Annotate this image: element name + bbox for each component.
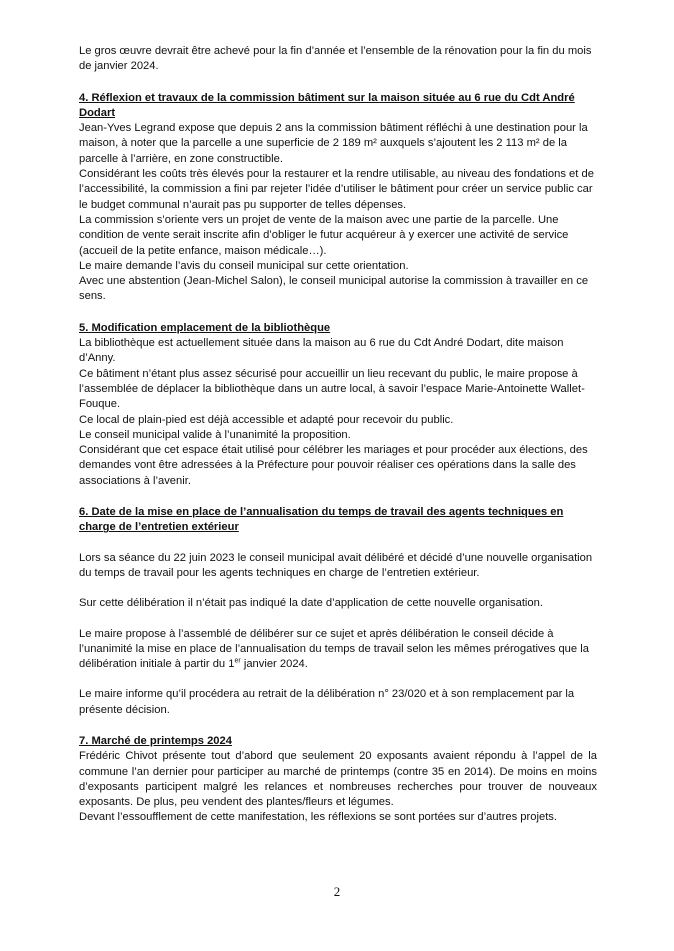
section-5-heading: 5. Modification emplacement de la bibliothèque bbox=[79, 321, 331, 334]
section-7-paragraph: Frédéric Chivot présente tout d’abord que seulement 20 exposants avaient répondu à l’appel de la commune l’an dernier pour participer au marché de printemps (contre 35 en 2014). De moins en moins d’exposants participent malgré les relances et nombreuses recherches pour trouver de nouveaux exposants. De plus, peu vendent des plantes/fleurs et légumes. bbox=[79, 750, 597, 809]
section-6-text: Le maire propose à l’assemblé de délibérer sur ce sujet et après délibération le conseil décide à l’unanimité la mise en place de l’annualisation du temps de travail selon les mêmes prérogatives que la délibération initiale à partir du 1 bbox=[79, 627, 589, 671]
section-7-paragraph: Devant l’essoufflement de cette manifestation, les réflexions se sont portées sur d’autres projets. bbox=[79, 811, 557, 824]
section-5-paragraph: Considérant que cet espace était utilisé pour célébrer les mariages et pour procéder aux élections, des demandes vont être adressées à la Préfecture pour pouvoir réaliser ces opérations dans la salle des associations à l’avenir. bbox=[79, 444, 588, 487]
section-6 bbox=[79, 505, 597, 718]
section-4 bbox=[79, 91, 597, 305]
section-5-paragraph: Ce local de plain-pied est déjà accessible et adapté pour recevoir du public. bbox=[79, 413, 454, 426]
section-4-heading: 4. Réflexion et travaux de la commission bâtiment sur la maison située au 6 rue du Cdt André Dodart bbox=[79, 91, 575, 119]
intro-paragraph: Le gros œuvre devrait être achevé pour la fin d’année et l’ensemble de la rénovation pour la fin du mois de janvier 2024. bbox=[79, 45, 592, 73]
section-7-heading: 7. Marché de printemps 2024 bbox=[79, 734, 232, 747]
document-body bbox=[79, 44, 597, 826]
page-number: 2 bbox=[333, 884, 341, 899]
section-6-paragraph bbox=[79, 627, 597, 673]
section-5-paragraph: La bibliothèque est actuellement située dans la maison au 6 rue du Cdt André Dodart, dite maison d’Anny. bbox=[79, 337, 564, 365]
section-6-paragraph: Lors sa séance du 22 juin 2023 le conseil municipal avait délibéré et décidé d’une nouvelle organisation du temps de travail pour les agents techniques en charge de l’entretien extérieur. bbox=[79, 551, 593, 579]
section-6-paragraph: Sur cette délibération il n’était pas indiqué la date d’application de cette nouvelle organisation. bbox=[79, 597, 543, 610]
section-4-paragraph: La commission s’oriente vers un projet de vente de la maison avec une partie de la parcelle. Une condition de vente serait inscrite afin d’obliger le futur acquéreur à y exercer une activité de service (accueil de la petite enfance, maison médicale…). bbox=[79, 213, 569, 257]
section-5-paragraph: Le conseil municipal valide à l’unanimité la proposition. bbox=[79, 428, 351, 441]
section-7 bbox=[79, 734, 597, 826]
section-5 bbox=[79, 321, 597, 489]
section-6-heading: 6. Date de la mise en place de l’annualisation du temps de travail des agents techniques en charge de l’entretien extérieur bbox=[79, 506, 564, 534]
section-6-paragraph: Le maire informe qu’il procédera au retrait de la délibération n° 23/020 et à son remplacement par la présente décision. bbox=[79, 688, 575, 716]
section-4-paragraph: Considérant les coûts très élevés pour la restaurer et la rendre utilisable, au niveau des fondations et de l’accessibilité, la commission a fini par rejeter l’idée d’utiliser le bâtiment pour créer un service public car le budget communal n’aurait pas pu supporter de telles dépenses. bbox=[79, 168, 594, 211]
section-6-text: janvier 2024. bbox=[240, 658, 308, 671]
section-5-paragraph: Ce bâtiment n’étant plus assez sécurisé pour accueillir un lieu recevant du public, le maire propose à l’assemblée de déplacer la bibliothèque dans un autre local, à savoir l’espace Marie-Antoinette Wallet-Fouque. bbox=[79, 367, 585, 411]
section-4-paragraph: Le maire demande l’avis du conseil municipal sur cette orientation. bbox=[79, 259, 409, 272]
section-4-paragraph: Avec une abstention (Jean-Michel Salon), le conseil municipal autorise la commission à travailler en ce sens. bbox=[79, 275, 589, 303]
section-4-paragraph: Jean-Yves Legrand expose que depuis 2 ans la commission bâtiment réfléchi à une destination pour la maison, à noter que la parcelle a une superficie de 2 189 m² auxquels s’ajoutent les 2 113 m² de la parcelle à l’arrière, en zone constructible. bbox=[79, 122, 588, 165]
ordinal-superscript: er bbox=[234, 657, 241, 665]
